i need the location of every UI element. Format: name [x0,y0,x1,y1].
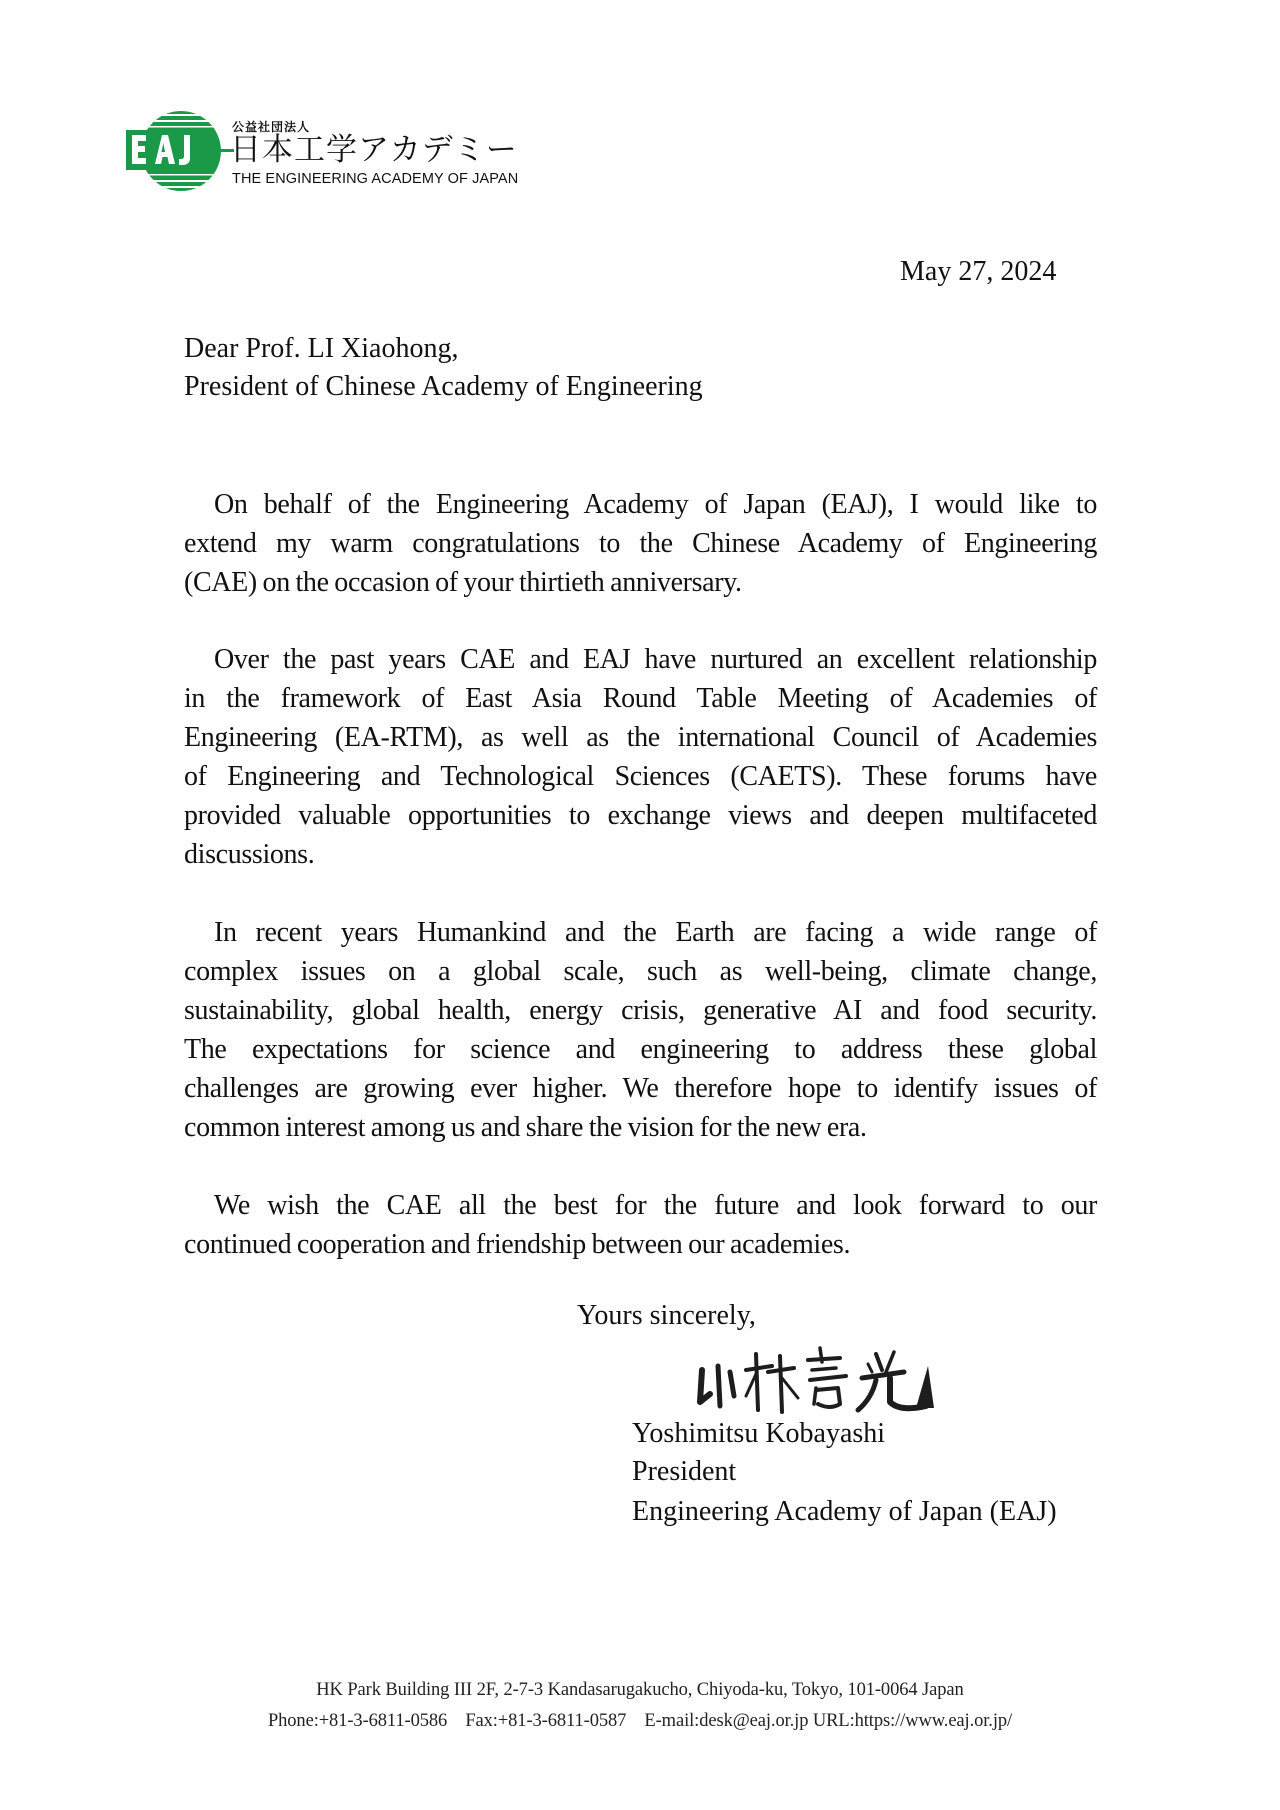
org-name-japanese: 日本工学アカデミー [230,132,518,168]
paragraph-line: (CAE) on the occasion of your thirtieth anniversary. [184,567,742,598]
body-paragraph-3 [184,913,1097,1147]
letterhead-logo [124,108,544,194]
salutation-recipient: Dear Prof. LI Xiaohong, [184,333,459,364]
paragraph-line: discussions. [184,839,315,870]
footer-fax: Fax:+81-3-6811-0587 [465,1711,627,1731]
paragraph-line: challenges are growing ever higher. We therefore hope to identify issues of [184,1073,1097,1104]
paragraph-line: extend my warm congratulations to the Chinese Academy of Engineering [184,528,1097,559]
footer-contact [0,1711,1280,1732]
paragraph-line: The expectations for science and engineering to address these global [184,1034,1097,1065]
paragraph-line: provided valuable opportunities to exchange views and deepen multifaceted [184,800,1097,831]
footer-email[interactable]: E-mail:desk@eaj.or.jp [644,1711,809,1731]
paragraph-line: of Engineering and Technological Sciences (CAETS). These forums have [184,761,1097,792]
paragraph-line: sustainability, global health, energy crisis, generative AI and food security. [184,995,1097,1026]
paragraph-line: In recent years Humankind and the Earth are facing a wide range of [214,917,1097,948]
signer-name: Yoshimitsu Kobayashi [632,1418,886,1449]
paragraph-line: common interest among us and share the vision for the new era. [184,1112,867,1143]
body-paragraph-1 [184,485,1097,602]
eaj-logo-icon [124,108,234,194]
letter-date: May 27, 2024 [900,256,1057,287]
body-paragraph-2 [184,640,1097,874]
paragraph-line: complex issues on a global scale, such as well-being, climate change, [184,956,1097,987]
signer-title: President [632,1456,737,1487]
paragraph-line: On behalf of the Engineering Academy of Japan (EAJ), I would like to [214,489,1097,520]
signer-organization: Engineering Academy of Japan (EAJ) [632,1496,1057,1527]
org-name-english: THE ENGINEERING ACADEMY OF JAPAN [232,171,519,187]
salutation-recipient-title: President of Chinese Academy of Engineering [184,371,703,402]
paragraph-line: We wish the CAE all the best for the future and look forward to our [214,1190,1097,1221]
footer-address: HK Park Building III 2F, 2-7-3 Kandasarugakucho, Chiyoda-ku, Tokyo, 101-0064 Japan [316,1680,964,1700]
org-type-label: 公益社団法人 [232,120,311,134]
handwritten-signature-icon [690,1340,950,1420]
paragraph-line: Engineering (EA-RTM), as well as the international Council of Academies [184,722,1097,753]
paragraph-line: in the framework of East Asia Round Table Meeting of Academies of [184,683,1097,714]
closing-phrase: Yours sincerely, [577,1300,756,1331]
paragraph-line: Over the past years CAE and EAJ have nurtured an excellent relationship [214,644,1097,675]
footer-phone: Phone:+81-3-6811-0586 [267,1711,448,1731]
paragraph-line: continued cooperation and friendship between our academies. [184,1229,851,1260]
body-paragraph-4 [184,1186,1097,1264]
footer-url[interactable]: URL:https://www.eaj.or.jp/ [812,1711,1013,1731]
